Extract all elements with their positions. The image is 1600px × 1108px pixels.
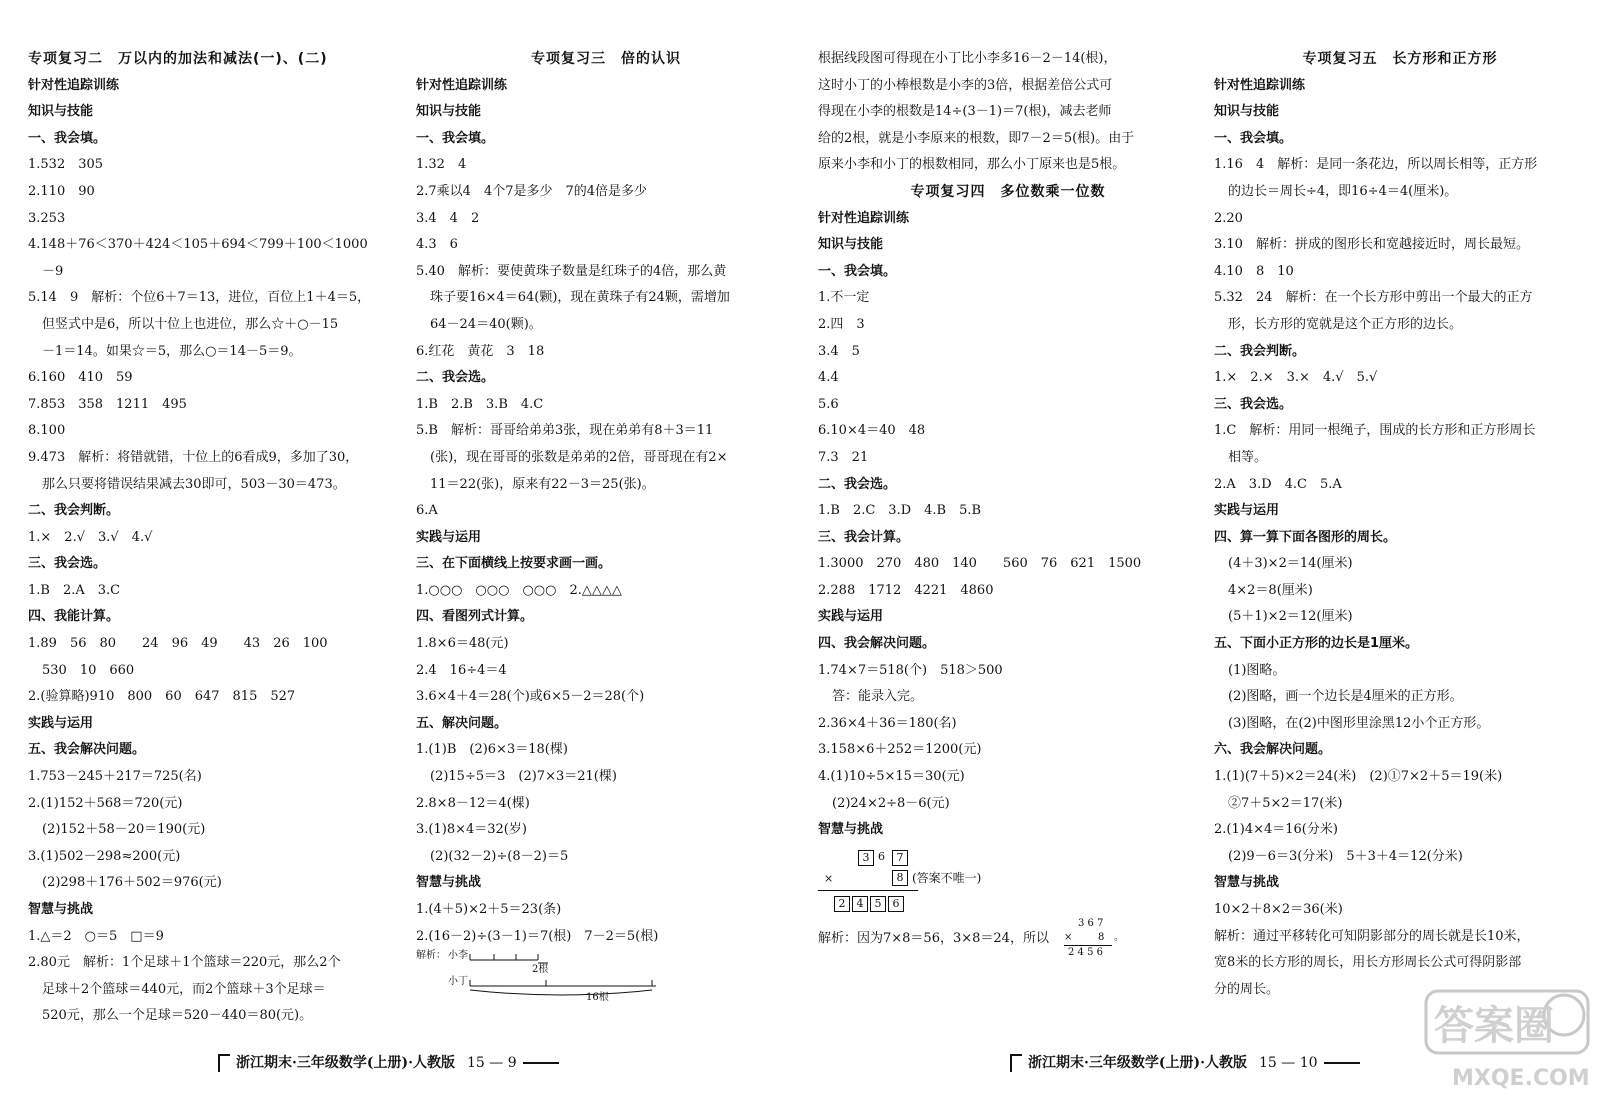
digit-box: 2 [834,896,850,912]
section-heading: 二、我会选。 [818,476,897,492]
answer-line: (2)15÷5＝3 (2)7×3＝21(棵) [430,769,617,785]
times-sign: × [824,871,834,885]
answer-line: 64－24＝40(颗)。 [430,316,542,332]
digit-box: 6 [888,896,904,912]
section-heading: 实践与运用 [28,715,94,731]
section-heading: 四、算一算下面各图形的周长。 [1214,529,1397,545]
site-watermark-logo [1422,985,1592,1095]
answer-line: 1.× 2.√ 3.√ 4.√ [28,529,153,545]
answer-line: (1)图略。 [1228,662,1286,678]
section-heading: 二、我会判断。 [28,503,120,519]
answer-line: 4.(1)10÷5×15＝30(元) [818,769,965,785]
answer-line: 2.(16－2)÷(3－1)＝7(根) 7－2＝5(根) [416,928,659,944]
answer-line: 1.532 305 [28,157,104,173]
answer-line: 给的2根，就是小李原来的根数，即7－2＝5(根)。由于 [818,130,1135,146]
answer-line: 6.红花 黄花 3 18 [416,343,545,359]
continued-analysis [818,46,1198,179]
answer-line: ②7＋5×2＝17(米) [1228,795,1343,811]
section-heading: 四、看图列式计算。 [416,609,534,625]
section-heading: 针对性追踪训练 [28,77,120,93]
answer-line: 6.160 410 59 [28,370,133,386]
answer-line: 3.(1)502－298≈200(元) [28,848,181,864]
footer-left [218,1052,559,1072]
times-sign: × [1064,931,1073,943]
column-review-2 [28,46,388,1030]
answer-line: (5＋1)×2＝12(厘米) [1228,609,1353,625]
answer-line: 这时小丁的小棒根数是小李的3倍，根据差倍公式可 [818,77,1113,93]
answer-line: 1.32 4 [416,157,467,173]
answer-line: 3.10 解析：拼成的图形长和宽越接近时，周长最短。 [1214,237,1529,253]
answer-lines [28,73,388,1030]
xiaoding-label: 小丁 [448,976,468,988]
answer-line: 4.148＋76＜370＋424＜105＋694＜799＋100＜1000 [28,237,368,253]
brace-16 [470,990,652,995]
answer-note: (答案不唯一) [912,870,982,885]
answer-line: 2.80元 解析：1个足球＋1个篮球＝220元，那么2个 [28,955,341,971]
answer-line: 但竖式中是6，所以十位上也进位，那么☆＋○－15 [42,316,339,332]
section-heading: 知识与技能 [28,104,94,120]
answer-line: (张)，现在哥哥的张数是弟弟的2倍，哥哥现在有2× [430,449,728,465]
answer-line: 1.89 56 80 24 96 49 43 26 100 [28,636,328,652]
answer-line: 6.A [416,503,438,519]
answer-line: 2.(1)4×4＝16(分米) [1214,822,1338,838]
section-heading: 六、我会解决问题。 [1214,742,1332,758]
answer-line: 相等。 [1228,449,1268,465]
answer-line: (4＋3)×2＝14(厘米) [1228,556,1353,572]
answer-line: 原来小李和小丁的根数相同，那么小丁原来也是5根。 [818,157,1126,173]
section-title: 专项复习三 倍的认识 [531,51,681,67]
answer-line: 10×2＋8×2＝36(米) [1214,902,1343,917]
section-heading: 智慧与挑战 [416,875,482,891]
answer-line: 足球＋2个篮球＝440元，而2个篮球＋3个足球＝ [42,981,326,997]
answer-line: (3)图略，在(2)中图形里涂黑12小个正方形。 [1228,715,1490,731]
xiaoli-label: 小李 [448,950,468,962]
answer-line: 4×2＝8(厘米) [1228,582,1313,598]
column-review-4 [818,46,1198,958]
answer-line: 5.B 解析：哥哥给弟弟3张，现在弟弟有8＋3＝11 [416,423,714,439]
answer-line: 9.473 解析：将错就错，十位上的6看成9，多加了30， [28,449,359,465]
section-heading: 实践与运用 [416,529,482,545]
section-heading: 一、我会填。 [28,130,107,146]
answer-line: 根据线段图可得现在小丁比小李多16－2－14(根)， [818,51,1117,66]
analysis-text: 解析：因为7×8＝56，3×8＝24，所以 [818,930,1049,946]
answer-line: (2)298＋176＋502＝976(元) [42,875,222,891]
section-heading: 知识与技能 [1214,104,1280,120]
section-heading: 一、我会填。 [1214,130,1293,146]
answer-line: 1.16 4 解析：是同一条花边，所以周长相等，正方形 [1214,157,1538,173]
section-heading: 实践与运用 [818,609,884,625]
answer-line: 3.4 4 2 [416,210,480,226]
answer-line: －1＝14。如果☆＝5，那么○＝14－5＝9。 [42,343,302,359]
answer-line: (2)图略，画一个边长是4厘米的正方形。 [1228,689,1463,705]
section-title: 专项复习四 多位数乘一位数 [910,183,1106,200]
bracket-mark [218,1054,230,1072]
answer-line: 珠子要16×4＝64(颗)，现在黄珠子有24颗，需增加 [430,290,730,306]
answer-line: 2.(验算略)910 800 60 647 815 527 [28,689,296,705]
factor-top: 3 6 7 [1078,917,1104,929]
answer-line: 530 10 660 [42,662,135,678]
sixteen-sticks-label: 16根 [586,992,609,1004]
section-heading: 三、在下面横线上按要求画一画。 [416,556,612,572]
answer-line: 宽8米的长方形的周长，用长方形周长公式可得阴影部 [1214,955,1522,971]
answer-line: 3.(1)8×4＝32(岁) [416,822,527,838]
section-heading: 智慧与挑战 [28,902,94,917]
multiplication-analysis [818,918,1198,958]
answer-line: 的边长＝周长÷4，即16÷4＝4(厘米)。 [1228,183,1458,199]
answer-line: 2.7乘以4 4个7是多少 7的4倍是多少 [416,183,648,199]
answer-line: 7.3 21 [818,449,869,465]
column-review-5 [1214,46,1586,1003]
answer-line: 4.10 8 10 [1214,263,1294,279]
section-heading: 五、下面小正方形的边长是1厘米。 [1214,636,1419,652]
answer-line: 5.14 9 解析：个位6＋7＝13，进位，百位上1＋4＝5， [28,290,371,306]
result-rule [1064,945,1112,946]
answer-line: 答：能录入完。 [832,689,924,705]
answer-line: 1.74×7＝518(个) 518＞500 [818,662,1003,678]
section-heading: 一、我会填。 [818,263,897,279]
section-heading: 智慧与挑战 [818,822,884,838]
answer-line: (2)152＋58－20＝190(元) [42,822,206,838]
book-title: 浙江期末·三年级数学(上册)·人教版 [236,1055,455,1071]
section-heading: 四、我能计算。 [28,609,120,625]
section-heading: 针对性追踪训练 [1214,77,1306,93]
section-heading: 知识与技能 [818,237,884,253]
answer-line: 2.A 3.D 4.C 5.A [1214,476,1342,492]
footer-right [1010,1052,1360,1072]
answer-line: 6.10×4＝40 48 [818,423,926,439]
footer-rule [1324,1062,1360,1064]
section-heading: 智慧与挑战 [1214,875,1280,891]
answer-line: 1.(1)(7＋5)×2＝24(米) (2)①7×2＋5＝19(米) [1214,769,1503,785]
section-heading: 三、我会选。 [1214,396,1293,412]
answer-line: 4.4 [818,370,839,386]
watermark-text: 答案圈 [1434,1003,1554,1049]
answer-line: 5.40 解析：要使黄珠子数量是红珠子的4倍，那么黄 [416,263,727,279]
page-number: 15 — 10 [1259,1055,1318,1071]
section-heading: 二、我会选。 [416,370,495,386]
section-heading: 针对性追踪训练 [416,77,508,93]
answer-line: 7.853 358 1211 495 [28,396,187,412]
answer-line: 1.753－245＋217＝725(名) [28,769,202,785]
answer-line: 2.288 1712 4221 4860 [818,582,994,598]
answer-lines [818,206,1198,844]
answer-line: 1.(4＋5)×2＋5＝23(条) [416,902,562,917]
answer-line: 3.4 5 [818,343,860,359]
section-heading: 四、我会解决问题。 [818,636,936,652]
answer-line: 5.6 [818,396,839,412]
answer-line: －9 [42,263,64,279]
section-heading: 二、我会判断。 [1214,343,1306,359]
section-heading: 五、解决问题。 [416,715,508,731]
answer-line: 1.○○○ ○○○ ○○○ 2.△△△△ [416,582,622,598]
digit-box: 7 [892,850,908,866]
section-heading: 五、我会解决问题。 [28,742,146,758]
section-heading: 实践与运用 [1214,503,1280,519]
section-heading: 一、我会填。 [416,130,495,146]
answer-line: 形，长方形的宽就是这个正方形的边长。 [1228,316,1463,332]
answer-line: 1.8×6＝48(元) [416,636,509,652]
answer-lines [1214,73,1586,1004]
answer-line: 解析：通过平移转化可知阴影部分的周长就是长10米， [1214,928,1530,944]
answer-line: 那么只要将错误结果减去30即可，503－30＝473。 [42,476,346,492]
answer-line: 1.(1)B (2)6×3＝18(棵) [416,742,568,758]
answer-line: (2)(32－2)÷(8－2)＝5 [430,848,569,864]
answer-line: 8.100 [28,423,66,439]
answer-line: 得现在小李的根数是14÷(3－1)＝7(根)，减去老师 [818,104,1112,120]
answer-line: 2.36×4＋36＝180(名) [818,715,957,731]
answer-line: 2.20 [1214,210,1243,226]
answer-line: 1.C 解析：用同一根绳子，围成的长方形和正方形周长 [1214,423,1536,439]
digit-box: 3 [858,850,874,866]
section-heading: 针对性追踪训练 [818,210,910,226]
line-segment-diagram [416,950,796,1004]
page-number: 15 — 9 [467,1055,517,1071]
two-sticks-label: 2根 [532,964,549,976]
answer-line: 4.3 6 [416,237,458,253]
section-heading: 三、我会计算。 [818,529,910,545]
answer-line: 11＝22(张)，原来有22－3＝25(张)。 [430,476,655,492]
bracket-mark [1010,1054,1022,1072]
answer-line: 1.B 2.B 3.B 4.C [416,396,544,412]
answer-line: 分的周长。 [1214,981,1280,997]
product: 2 4 5 6 [1068,946,1103,958]
answer-line: 3.253 [28,210,66,226]
answer-line: 2.四 3 [818,316,865,332]
answer-line: 2.8×8－12＝4(棵) [416,795,530,811]
answer-line: 3.6×4＋4＝28(个)或6×5－2＝28(个) [416,689,645,705]
factor-bottom: 8 [1098,931,1105,943]
answer-line: 2.(1)152＋568＝720(元) [28,795,183,811]
answer-line: 2.4 16÷4＝4 [416,662,507,678]
multiplication-puzzle [818,844,1198,918]
watermark-url: MXQE.COM [1452,1066,1590,1091]
digit-box: 5 [870,896,886,912]
digit: 6 [878,849,885,863]
section-title: 专项复习二 万以内的加法和减法(一)、(二) [28,51,328,67]
answer-line: 3.158×6＋252＝1200(元) [818,742,982,758]
answer-line: (2)9－6＝3(分米) 5＋3＋4＝12(分米) [1228,848,1463,864]
answer-line: 1.B 2.A 3.C [28,582,121,598]
answer-line: 520元，那么一个足球＝520－440＝80(元)。 [42,1008,313,1024]
answer-line: 1.B 2.C 3.D 4.B 5.B [818,503,982,519]
answer-line: 1.△＝2 ○＝5 □＝9 [28,928,164,944]
answer-line: 1.3000 270 480 140 560 76 621 1500 [818,556,1142,572]
answer-line: 1.× 2.× 3.× 4.√ 5.√ [1214,370,1378,386]
result-rule [818,890,918,891]
digit-box: 4 [852,896,868,912]
column-review-3 [416,46,796,1010]
book-title: 浙江期末·三年级数学(上册)·人教版 [1028,1055,1247,1071]
section-title: 专项复习五 长方形和正方形 [1302,51,1498,67]
answer-line: (2)24×2÷8－6(元) [832,795,950,811]
section-heading: 三、我会选。 [28,556,107,572]
answer-line: 5.32 24 解析：在一个长方形中剪出一个最大的正方 [1214,290,1533,306]
section-heading: 知识与技能 [416,104,482,120]
diagram-label: 解析： [416,950,446,962]
answer-line: 2.110 90 [28,183,95,199]
period: 。 [1114,931,1124,943]
answer-line: 1.不一定 [818,290,870,306]
footer-rule [523,1062,559,1064]
digit-box: 8 [892,870,908,886]
answer-lines [416,73,796,951]
